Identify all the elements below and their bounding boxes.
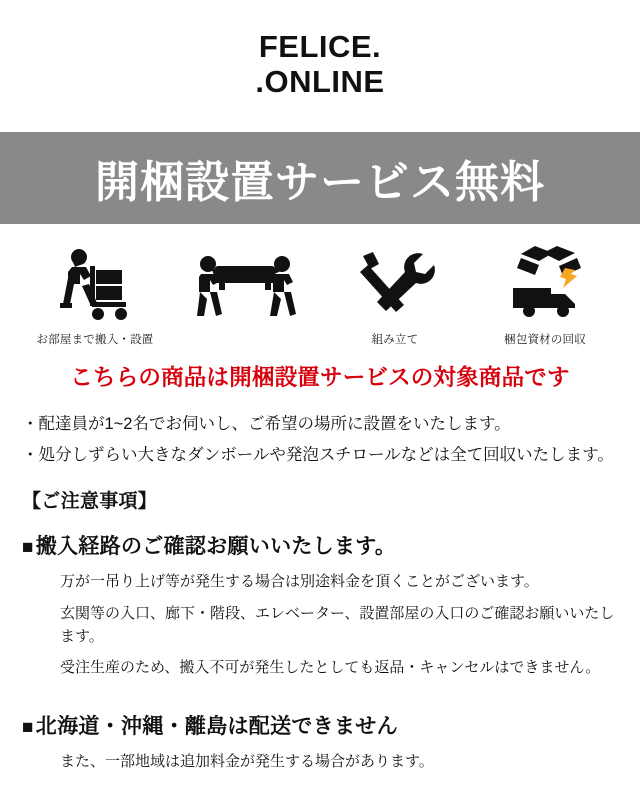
eligible-product-headline: こちらの商品は開梱設置サービスの対象商品です bbox=[70, 365, 570, 391]
service-bullet-item: ・処分しずらい大きなダンボールや発泡スチロールなどは全て回収いたします。 bbox=[22, 445, 614, 464]
service-icon-cell-recycle bbox=[470, 242, 620, 347]
two-movers-carrying-sofa-icon bbox=[170, 242, 320, 322]
brand-logo-line-1: FELICE. bbox=[258, 29, 382, 64]
notice-detail-shipping-restriction bbox=[22, 750, 618, 773]
service-banner bbox=[0, 132, 640, 224]
service-icon-caption-delivery: お部屋まで搬入・設置 bbox=[36, 334, 154, 347]
square-marker-icon: ■ bbox=[22, 717, 34, 739]
service-icon-caption-recycle: 梱包資材の回収 bbox=[504, 334, 586, 347]
service-icon-row bbox=[0, 242, 640, 347]
square-marker-icon: ■ bbox=[22, 537, 34, 559]
service-icon-caption-carry bbox=[170, 331, 320, 347]
service-icon-cell-assembly bbox=[320, 242, 470, 347]
service-bullet-list bbox=[0, 409, 640, 470]
wrench-screwdriver-tools-icon bbox=[320, 242, 470, 322]
notice-heading-shipping-restriction bbox=[22, 710, 618, 740]
hand-truck-delivery-icon bbox=[20, 242, 170, 322]
notice-heading-access-route bbox=[22, 530, 618, 560]
notice-section bbox=[0, 486, 640, 773]
notice-detail-access-route bbox=[22, 570, 618, 679]
service-bullet-item: ・配達員が1~2名でお伺いし、ご希望の場所に設置をいたします。 bbox=[22, 415, 511, 434]
notice-detail-line: また、一部地域は追加料金が発生する場合があります。 bbox=[60, 753, 434, 771]
service-icon-caption-assembly: 組み立て bbox=[371, 334, 419, 347]
spacer bbox=[22, 679, 618, 693]
notice-detail-line: 万が一吊り上げ等が発生する場合は別途料金を頂くことがございます。 bbox=[60, 573, 539, 591]
service-icon-cell-delivery bbox=[20, 242, 170, 347]
brand-logo bbox=[0, 0, 640, 99]
notice-heading-shipping-restriction-text: 北海道・沖縄・離島は配送できません bbox=[35, 715, 398, 739]
notice-detail-line: 玄関等の入口、廊下・階段、エレベーター、設置部屋の入口のご確認お願いいたします。 bbox=[60, 604, 615, 645]
service-banner-text: 開梱設置サービス無料 bbox=[95, 158, 545, 208]
open-box-and-truck-icon bbox=[470, 242, 620, 322]
brand-logo-line-2: .ONLINE bbox=[255, 63, 385, 99]
notice-detail-line: 受注生産のため、搬入不可が発生したとしても返品・キャンセルはできません。 bbox=[60, 659, 601, 677]
service-icon-cell-carry bbox=[170, 242, 320, 347]
notice-heading-access-route-text: 搬入経路のご確認お願いいたします。 bbox=[35, 535, 397, 559]
notice-title: 【ご注意事項】 bbox=[22, 491, 158, 513]
